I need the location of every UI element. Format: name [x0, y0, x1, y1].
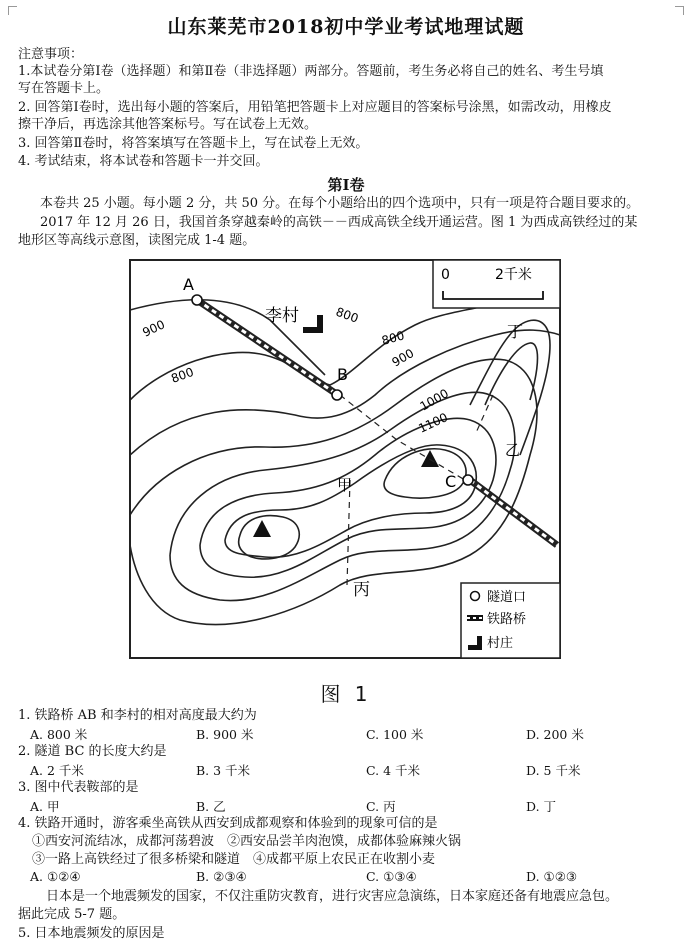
- label-yi: 乙: [505, 441, 521, 459]
- option-item: C. 丙: [366, 799, 396, 814]
- intro-line: 本卷共 25 小题。每小题 2 分，共 50 分。在每个小题给出的四个选项中，只有一项是符合题目要求的。: [40, 196, 640, 211]
- option-item: D. 丁: [526, 799, 557, 814]
- question-stem: 2. 隧道 BC 的长度大约是: [18, 744, 167, 759]
- intro-line: 据此完成 5-7 题。: [18, 907, 126, 922]
- option-item: A. 800 米: [30, 727, 88, 742]
- option-item: D. ①②③: [526, 869, 578, 884]
- intro-line: 2017 年 12 月 26 日，我国首条穿越秦岭的高铁－－西成高铁全线开通运营。图 1 为西成高铁经过的某: [40, 215, 638, 230]
- notice-line: 4. 考试结束，将本试卷和答题卡一并交回。: [18, 154, 269, 169]
- tunnel-opening: [192, 295, 202, 305]
- label-bing: 丙: [353, 580, 370, 600]
- label-ding: 丁: [507, 322, 524, 341]
- point-label-c: C: [445, 472, 457, 491]
- contour-label: 800: [333, 304, 361, 326]
- option-item: B. ②③④: [196, 869, 247, 884]
- notice-line: 写在答题卡上。: [18, 81, 110, 96]
- contour-label: 1100: [416, 410, 450, 436]
- option-item: B. 乙: [196, 799, 226, 814]
- option-item: A. ①②④: [30, 869, 81, 884]
- question-stem: 3. 图中代表鞍部的是: [18, 780, 139, 795]
- option-item: B. 3 千米: [196, 763, 251, 778]
- statement-line: ①西安河流结冰，成都河荡碧波 ②西安品尝羊肉泡馍，成都体验麻辣火锅: [32, 834, 462, 849]
- label-jia: 甲: [337, 476, 353, 494]
- legend-tunnel-label: 隧道口: [487, 590, 527, 605]
- contour-label: 900: [389, 346, 417, 370]
- contour-label: 1000: [417, 386, 451, 414]
- question-stem: 5. 日本地震频发的原因是: [18, 926, 165, 941]
- legend-tunnel-icon: [471, 592, 480, 601]
- notice-header: 注意事项：: [18, 47, 84, 62]
- legend-village-label: 村庄: [487, 636, 514, 651]
- village-label: 李村: [265, 306, 299, 326]
- contour-label: 900: [140, 317, 168, 340]
- section-title: 第Ⅰ卷: [327, 176, 365, 194]
- option-item: C. ①③④: [366, 869, 417, 884]
- option-item: D. 5 千米: [526, 763, 581, 778]
- option-item: A. 甲: [30, 799, 60, 814]
- notice-line: 1.本试卷分第Ⅰ卷（选择题）和第Ⅱ卷（非选择题）两部分。答题前，考生务必将自己的姓名、考生号填: [18, 64, 604, 79]
- contour-label: 800: [380, 328, 406, 348]
- page-title: 山东莱芜市2018初中学业考试地理试题: [167, 16, 525, 38]
- option-item: C. 100 米: [366, 727, 424, 742]
- intro-line: 日本是一个地震频发的国家，不仅注重防灾教育，进行灾害应急演练，日本家庭还备有地震应急包。: [46, 889, 619, 904]
- question-stem: 1. 铁路桥 AB 和李村的相对高度最大约为: [18, 708, 257, 723]
- point-label-a: A: [183, 275, 194, 294]
- notice-line: 2. 回答第Ⅰ卷时，选出每小题的答案后，用铅笔把答题卡上对应题目的答案标号涂黑，如需改动，用橡皮: [18, 100, 612, 115]
- point-label-b: B: [337, 365, 348, 384]
- legend-bridge-label: 铁路桥: [487, 612, 527, 627]
- option-item: D. 200 米: [526, 727, 584, 742]
- scale-distance: 2千米: [495, 267, 532, 283]
- notice-line: 擦干净后，再选涂其他答案标号。写在试卷上无效。: [18, 117, 318, 132]
- contour-map: [125, 255, 565, 663]
- notice-line: 3. 回答第Ⅱ卷时，将答案填写在答题卡上，写在试卷上无效。: [18, 136, 369, 151]
- question-stem: 4. 铁路开通时，游客乘坐高铁从西安到成都观察和体验到的现象可信的是: [18, 816, 438, 831]
- scale-zero: 0: [441, 267, 450, 283]
- statement-line: ③一路上高铁经过了很多桥梁和隧道 ④成都平原上农民正在收割小麦: [32, 852, 436, 867]
- intro-line: 地形区等高线示意图，读图完成 1-4 题。: [18, 233, 256, 248]
- map-legend: [461, 583, 560, 658]
- option-item: A. 2 千米: [30, 763, 84, 778]
- contour-label: 800: [169, 364, 196, 386]
- figure-caption: 图 1: [320, 682, 372, 706]
- option-item: B. 900 米: [196, 727, 254, 742]
- option-item: C. 4 千米: [366, 763, 420, 778]
- scale-bar: [433, 260, 560, 308]
- tunnel-opening: [332, 390, 342, 400]
- tunnel-opening: [463, 475, 473, 485]
